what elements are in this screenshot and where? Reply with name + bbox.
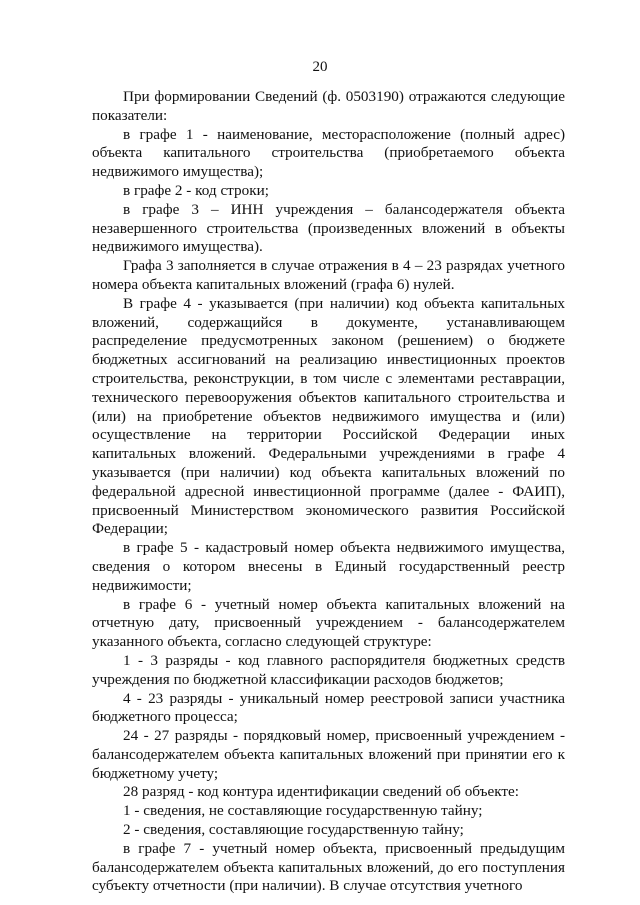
paragraph-column-4: В графе 4 - указывается (при наличии) код объекта капитальных вложений, содержащийся в документе, устанавливающем распределение предусмотренных законом (решением) о бюджете бюджетных ассигнований на реализацию инвестиционных проектов строительства, реконструкции, в том числе с элементами реставрации, технического перевооружения объектов капитального строительства и (или) на приобретение объектов недвижимого имущества и (или) осуществление на территории Российской Федерации иных капитальных вложений. Федеральными учреждениями в графе 4 указывается (при наличии) код объекта капитальных вложений по федеральной адресной инвестиционной программе (далее - ФАИП), присвоенный Министерством экономического развития Российской Федерации; <box>92 294 565 538</box>
paragraph-column-6: в графе 6 - учетный номер объекта капитальных вложений на отчетную дату, присвоенный учреждением - балансодержателем указанного объекта, согласно следующей структуре: <box>92 595 565 651</box>
paragraph-digits-24-27: 24 - 27 разряды - порядковый номер, присвоенный учреждением - балансодержателем объекта капитальных вложений при принятии его к бюджетному учету; <box>92 727 565 782</box>
paragraph-column-2: в графе 2 - код строки; <box>123 181 269 199</box>
paragraph-digit-28: 28 разряд - код контура идентификации сведений об объекте: <box>123 783 520 801</box>
paragraph-column-3: в графе 3 – ИНН учреждения – балансодержателя объекта незавершенного строительства (произведенных вложений в объекты недвижимого имущества). <box>92 200 565 256</box>
paragraph-code-1: 1 - сведения, не составляющие государственную тайну; <box>123 802 483 820</box>
document-body <box>92 88 565 896</box>
paragraph-intro: При формировании Сведений (ф. 0503190) отражаются следующие показатели: <box>92 88 565 124</box>
paragraph-digits-1-3: 1 - 3 разряды - код главного распорядителя бюджетных средств учреждения по бюджетной классификации расходов бюджетов; <box>92 651 565 688</box>
paragraph-column-1: в графе 1 - наименование, месторасположение (полный адрес) объекта капитального строительства (приобретаемого объекта недвижимого имущества); <box>92 125 565 181</box>
paragraph-column-5: в графе 5 - кадастровый номер объекта недвижимого имущества, сведения о котором внесены в Единый государственный реестр недвижимости; <box>92 539 565 594</box>
paragraph-column-3-note: Графа 3 заполняется в случае отражения в 4 – 23 разрядах учетного номера объекта капитальных вложений (графа 6) нулей. <box>92 257 565 293</box>
paragraph-code-2: 2 - сведения, составляющие государственную тайну; <box>123 821 464 839</box>
paragraph-digits-4-23: 4 - 23 разряды - уникальный номер реестровой записи участника бюджетного процесса; <box>92 689 565 726</box>
paragraph-column-7: в графе 7 - учетный номер объекта, присвоенный предыдущим балансодержателем объекта капитальных вложений, до его поступления субъекту отчетности (при наличии). В случае отсутствия учетного <box>92 839 565 895</box>
page-number: 20 <box>312 59 328 75</box>
